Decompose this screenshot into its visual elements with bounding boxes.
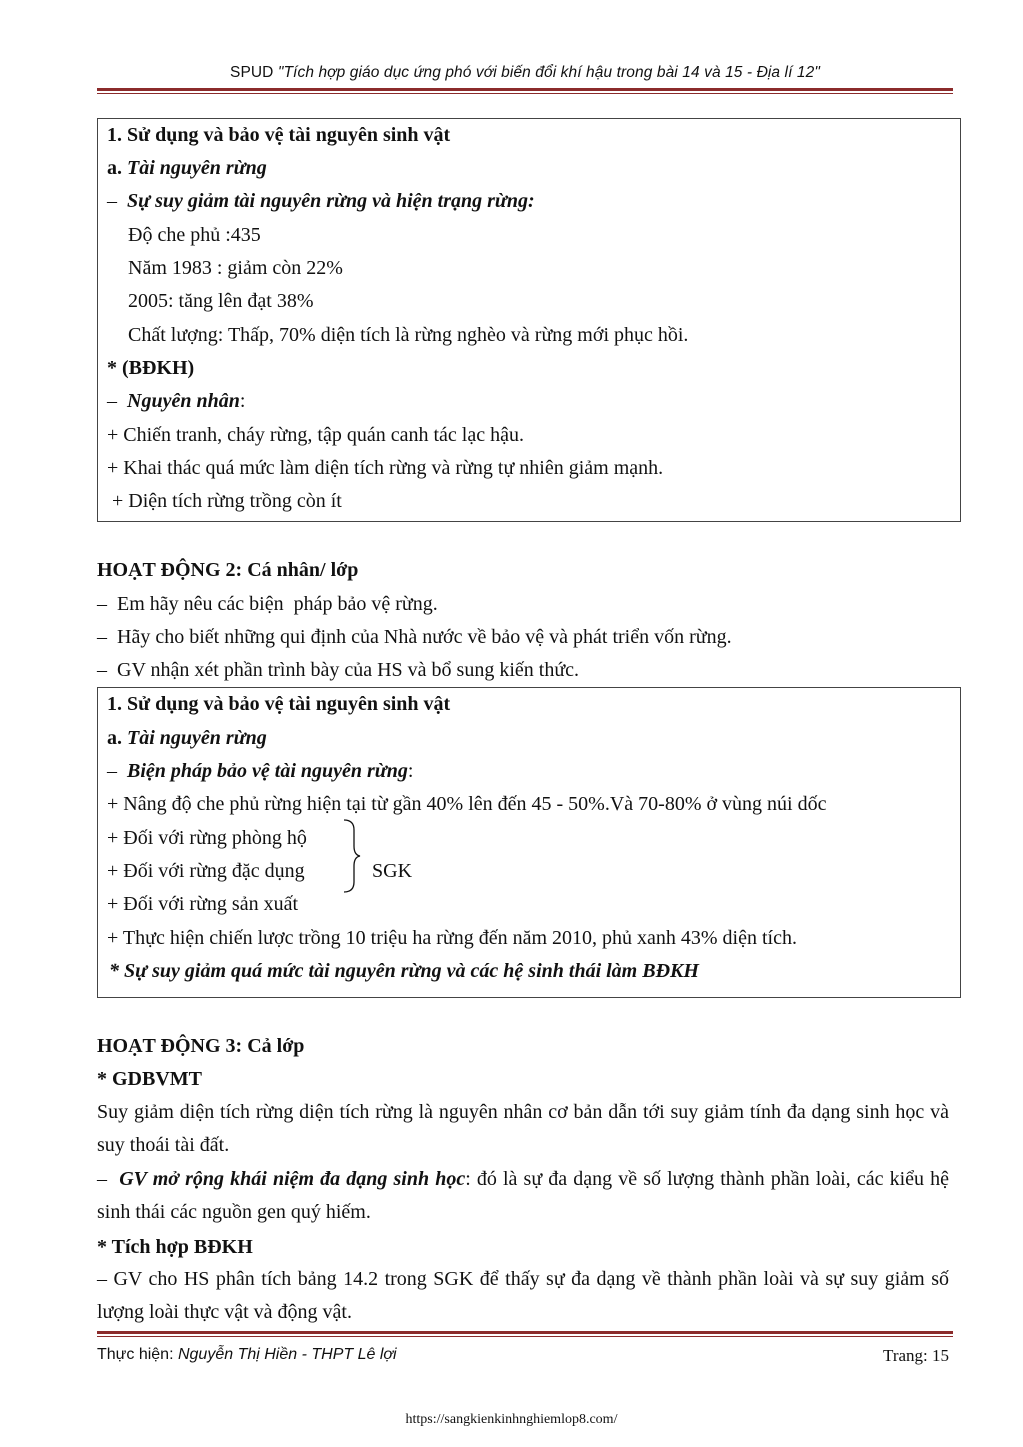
box2-measure: + Thực hiện chiến lược trồng 10 triệu ha rừng đến năm 2010, phủ xanh 43% diện tích. xyxy=(107,927,797,949)
activity2-line: – Hãy cho biết những qui định của Nhà nước về bảo vệ và phát triển vốn rừng. xyxy=(97,626,732,648)
box2-dash-label: – Biện pháp bảo vệ tài nguyên rừng: xyxy=(107,760,414,782)
page-number: Trang: 15 xyxy=(883,1346,949,1365)
activity3-gdbvmt: * GDBVMT xyxy=(97,1068,202,1090)
box2-forest-type: + Đối với rừng phòng hộ xyxy=(107,827,307,849)
header-title: "Tích hợp giáo dục ứng phó với biến đổi khí hậu trong bài 14 và 15 - Địa lí 12" xyxy=(277,64,820,81)
footer-rule xyxy=(97,1331,953,1337)
box1-cause-label: – Nguyên nhân: xyxy=(107,390,246,412)
activity3-paragraph: – GV mở rộng khái niệm đa dạng sinh học: đó là sự đa dạng về số lượng thành phần loài, các kiểu hệ sinh thái các nguồn gen quý hiếm. xyxy=(97,1168,949,1223)
box1-item: 2005: tăng lên đạt 38% xyxy=(128,290,314,312)
box1-cause: + Diện tích rừng trồng còn ít xyxy=(107,490,342,512)
box1-dash-label: – Sự suy giảm tài nguyên rừng và hiện trạng rừng: xyxy=(107,190,535,212)
box2-heading: 1. Sử dụng và bảo vệ tài nguyên sinh vật xyxy=(107,693,451,715)
box2-subheading: a. Tài nguyên rừng xyxy=(107,727,267,749)
activity3-title: HOẠT ĐỘNG 3: Cả lớp xyxy=(97,1035,305,1057)
header-prefix: SPUD xyxy=(230,64,278,81)
activity2-line: – GV nhận xét phần trình bày của HS và bổ sung kiến thức. xyxy=(97,659,580,681)
box1-bdkh: * (BĐKH) xyxy=(107,357,195,379)
box2-forest-type: + Đối với rừng đặc dụng xyxy=(107,860,305,882)
curly-brace-icon xyxy=(340,818,364,894)
box1-heading: 1. Sử dụng và bảo vệ tài nguyên sinh vật xyxy=(107,124,451,146)
header-rule xyxy=(97,88,953,94)
box2-note: * Sự suy giảm quá mức tài nguyên rừng và các hệ sinh thái làm BĐKH xyxy=(109,960,699,982)
box1-item: Chất lượng: Thấp, 70% diện tích là rừng nghèo và rừng mới phục hồi. xyxy=(128,324,689,346)
activity2-title: HOẠT ĐỘNG 2: Cá nhân/ lớp xyxy=(97,559,359,581)
page-header xyxy=(97,64,953,82)
box1-item: Năm 1983 : giảm còn 22% xyxy=(128,257,343,279)
box1-cause: + Khai thác quá mức làm diện tích rừng và rừng tự nhiên giảm mạnh. xyxy=(107,457,664,479)
box1-cause: + Chiến tranh, cháy rừng, tập quán canh tác lạc hậu. xyxy=(107,424,524,446)
activity3-bdkh: * Tích hợp BĐKH xyxy=(97,1236,253,1258)
box1-subheading: a. Tài nguyên rừng xyxy=(107,157,267,179)
box2-sgk: SGK xyxy=(372,860,413,882)
box1-item: Độ che phủ :435 xyxy=(128,224,261,246)
source-url: https://sangkienkinhnghiemlop8.com/ xyxy=(405,1412,618,1427)
box2-forest-type: + Đối với rừng sản xuất xyxy=(107,893,299,915)
footer-author: Thực hiện: Nguyễn Thị Hiền - THPT Lê lợi xyxy=(97,1346,397,1363)
box2-measure: + Nâng độ che phủ rừng hiện tại từ gần 40% lên đến 45 - 50%.Và 70-80% ở vùng núi dốc xyxy=(107,793,827,815)
activity3-paragraph: Suy giảm diện tích rừng diện tích rừng là nguyên nhân cơ bản dẫn tới suy giảm tính đa dạng sinh học và suy thoái tài đất. xyxy=(97,1101,949,1156)
activity3-paragraph: – GV cho HS phân tích bảng 14.2 trong SGK để thấy sự đa dạng về thành phần loài và sự suy giảm số lượng loài thực vật và động vật. xyxy=(97,1268,949,1323)
activity2-line: – Em hãy nêu các biện pháp bảo vệ rừng. xyxy=(97,593,438,615)
